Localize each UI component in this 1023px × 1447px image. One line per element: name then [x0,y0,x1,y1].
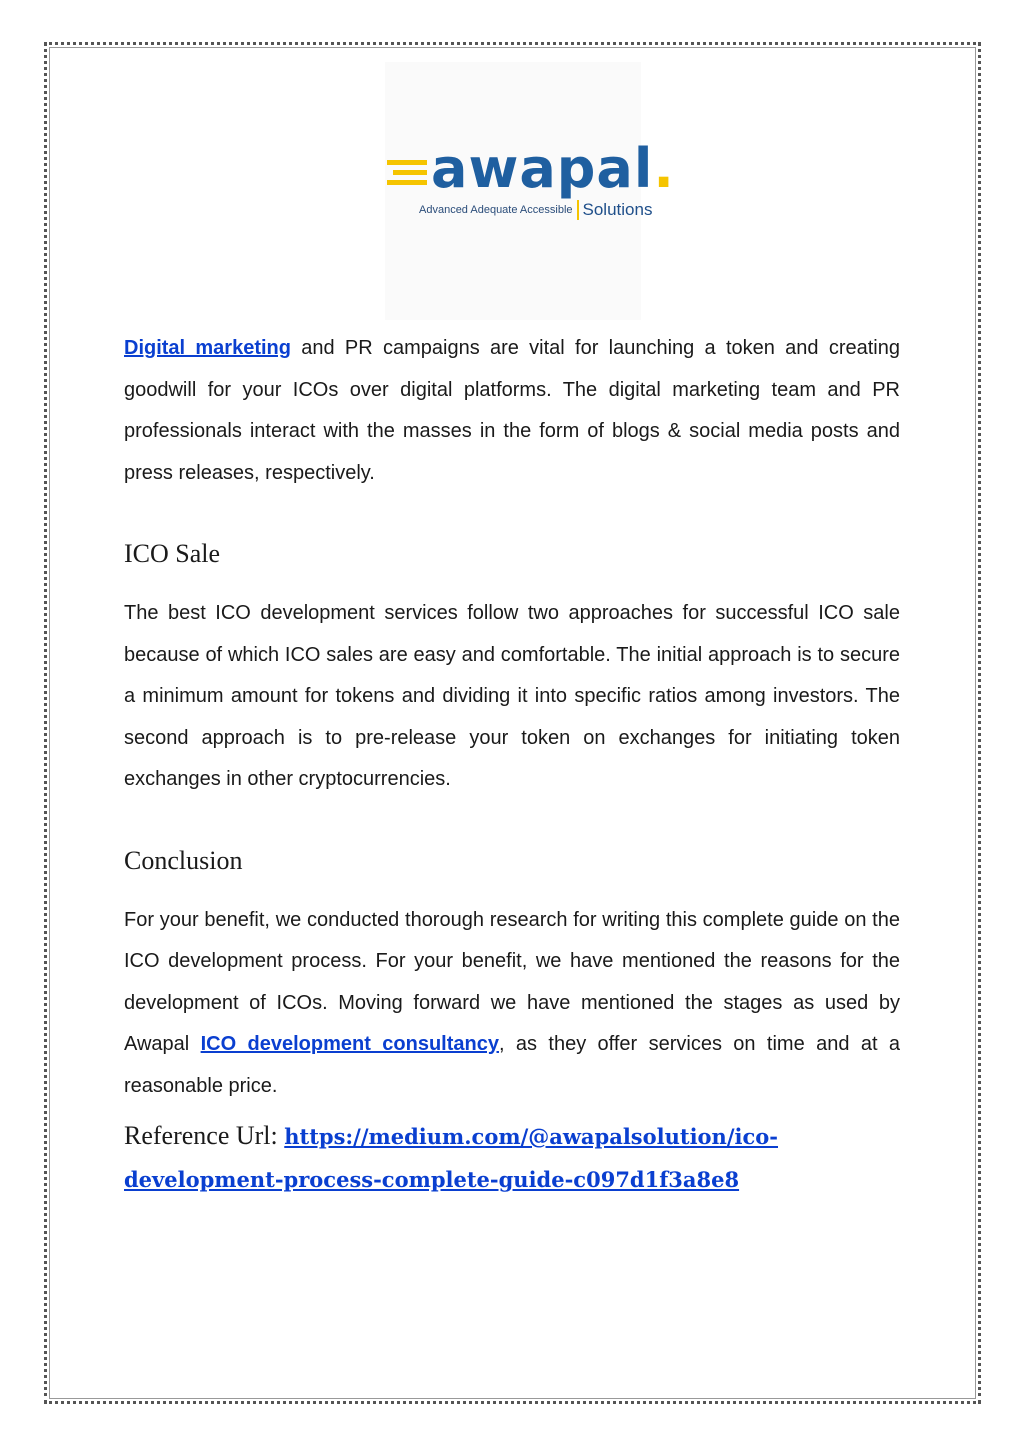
ico-sale-paragraph: The best ICO development services follow two approaches for successful ICO sale because of which ICO sales are easy and comfortable. The initial approach is to secure a minimum amount for tokens and dividing it into specific ratios among investors. The second approach is to pre-release your token on exchanges for initiating token exchanges in other cryptocurrencies. [124,602,900,790]
logo-wordmark: awapal. [431,137,675,200]
logo-tagline-text: Advanced Adequate Accessible [419,203,573,216]
reference-url-link-part1[interactable]: https://medium.com/@awapalsolution/ico- [284,1124,778,1149]
document-body [124,328,900,1201]
logo-tagline [419,200,652,220]
logo-bars-icon [387,160,427,190]
conclusion-heading: Conclusion [124,845,243,875]
conclusion-text-before: For your benefit, we conducted thorough research for writing this complete guide on the ICO development process. For your benefit, we have mentioned the reasons for the development of ICOs. Moving forward we have mentioned the stages as used by Awapal [124,908,900,1055]
reference-url-link-part2[interactable]: development-process-complete-guide-c097d1f3a8e8 [124,1167,740,1192]
digital-marketing-link[interactable]: Digital marketing [124,337,291,359]
conclusion-paragraph [124,900,900,1108]
reference-url-block [124,1115,900,1201]
ico-sale-heading: ICO Sale [124,539,221,568]
logo-solutions-text: Solutions [582,200,653,219]
ico-consultancy-link[interactable]: ICO development consultancy [200,1033,499,1055]
intro-paragraph [124,328,900,494]
company-logo [385,62,675,320]
reference-label: Reference Url: [124,1121,278,1150]
conclusion-text-after: , as they offer services on time and at a reasonable price. [124,1033,900,1097]
intro-text: and PR campaigns are vital for launching a token and creating goodwill for your ICOs over digital platforms. The digital marketing team and PR professionals interact with the masses in the form of blogs & social media posts and press releases, respectively. [124,337,900,484]
